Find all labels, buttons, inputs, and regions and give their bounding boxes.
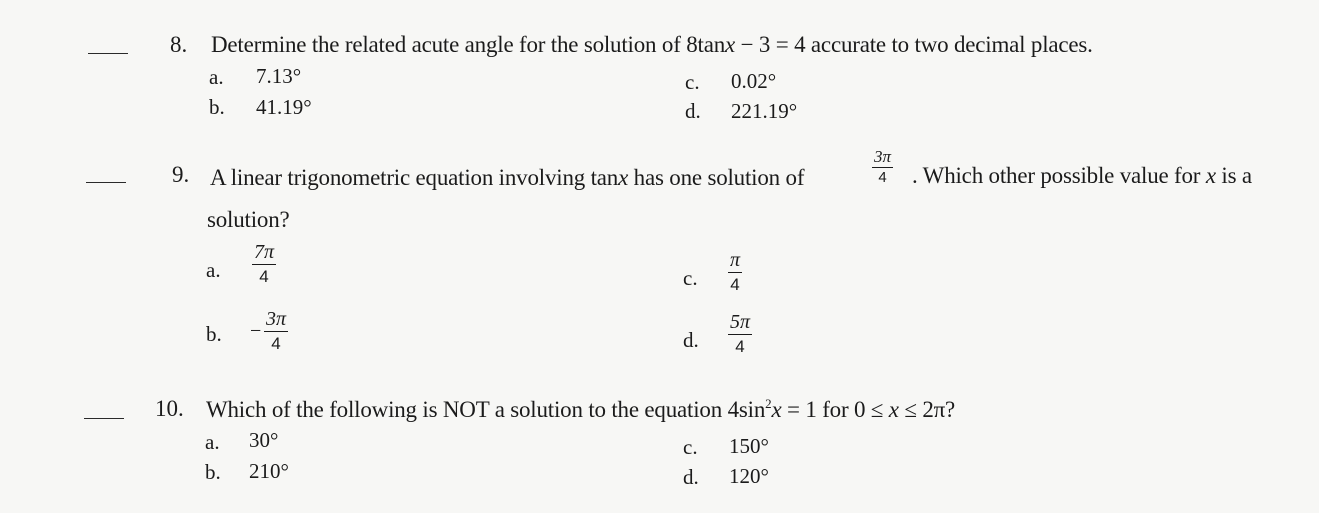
option-letter-d: d. (683, 328, 699, 352)
option-letter-b: b. (209, 95, 225, 119)
option-letter-a: a. (205, 430, 220, 454)
option-letter-d: d. (685, 99, 701, 123)
option-value-b: $\frac{3\pi}{4}$ (266, 308, 287, 353)
option-value-b: 41.19° (256, 95, 312, 119)
answer-blank-q10[interactable] (84, 418, 124, 419)
question-stem-q9-cont: . Which other possible value for x is a (912, 163, 1252, 188)
option-letter-b: b. (205, 460, 221, 484)
question-stem-q8: Determine the related acute angle for the solution of 8tanx − 3 = 4 accurate to two decimal places. (211, 32, 1093, 57)
option-sign-b: − (250, 320, 262, 342)
option-letter-a: a. (209, 65, 224, 89)
stem-fraction: $\frac{3\pi}{4}$ (874, 147, 892, 186)
option-value-d: 120° (729, 464, 769, 488)
option-value-d: 221.19° (731, 99, 798, 123)
option-letter-b: b. (206, 322, 222, 346)
question-number: 8. (170, 32, 188, 57)
answer-blank-q8[interactable] (88, 53, 128, 54)
option-value-c: 0.02° (731, 69, 777, 93)
option-letter-c: c. (685, 70, 700, 94)
question-stem-q10: Which of the following is NOT a solution to the equation $4\sin^2x = 1$ for 0 ≤ x ≤ 2π? (206, 396, 956, 422)
option-letter-c: c. (683, 266, 698, 290)
option-value-a: 30° (249, 428, 279, 452)
option-letter-a: a. (206, 258, 221, 282)
answer-blank-q9[interactable] (86, 182, 126, 183)
question-stem-q9-line2: solution? (207, 207, 290, 232)
option-value-a: $\frac{7\pi}{4}$ (254, 241, 275, 286)
option-value-d: $\frac{5\pi}{4}$ (730, 311, 751, 356)
option-letter-d: d. (683, 465, 699, 489)
option-value-a: 7.13° (256, 64, 302, 88)
option-value-c: 150° (729, 434, 769, 458)
option-value-b: 210° (249, 459, 289, 483)
question-number: 9. (172, 162, 190, 187)
question-stem-q9: A linear trigonometric equation involving tanx has one solution of (210, 165, 805, 190)
question-number: 10. (155, 396, 184, 421)
option-letter-c: c. (683, 435, 698, 459)
option-value-c: $\frac{\pi}{4}$ (730, 249, 741, 294)
